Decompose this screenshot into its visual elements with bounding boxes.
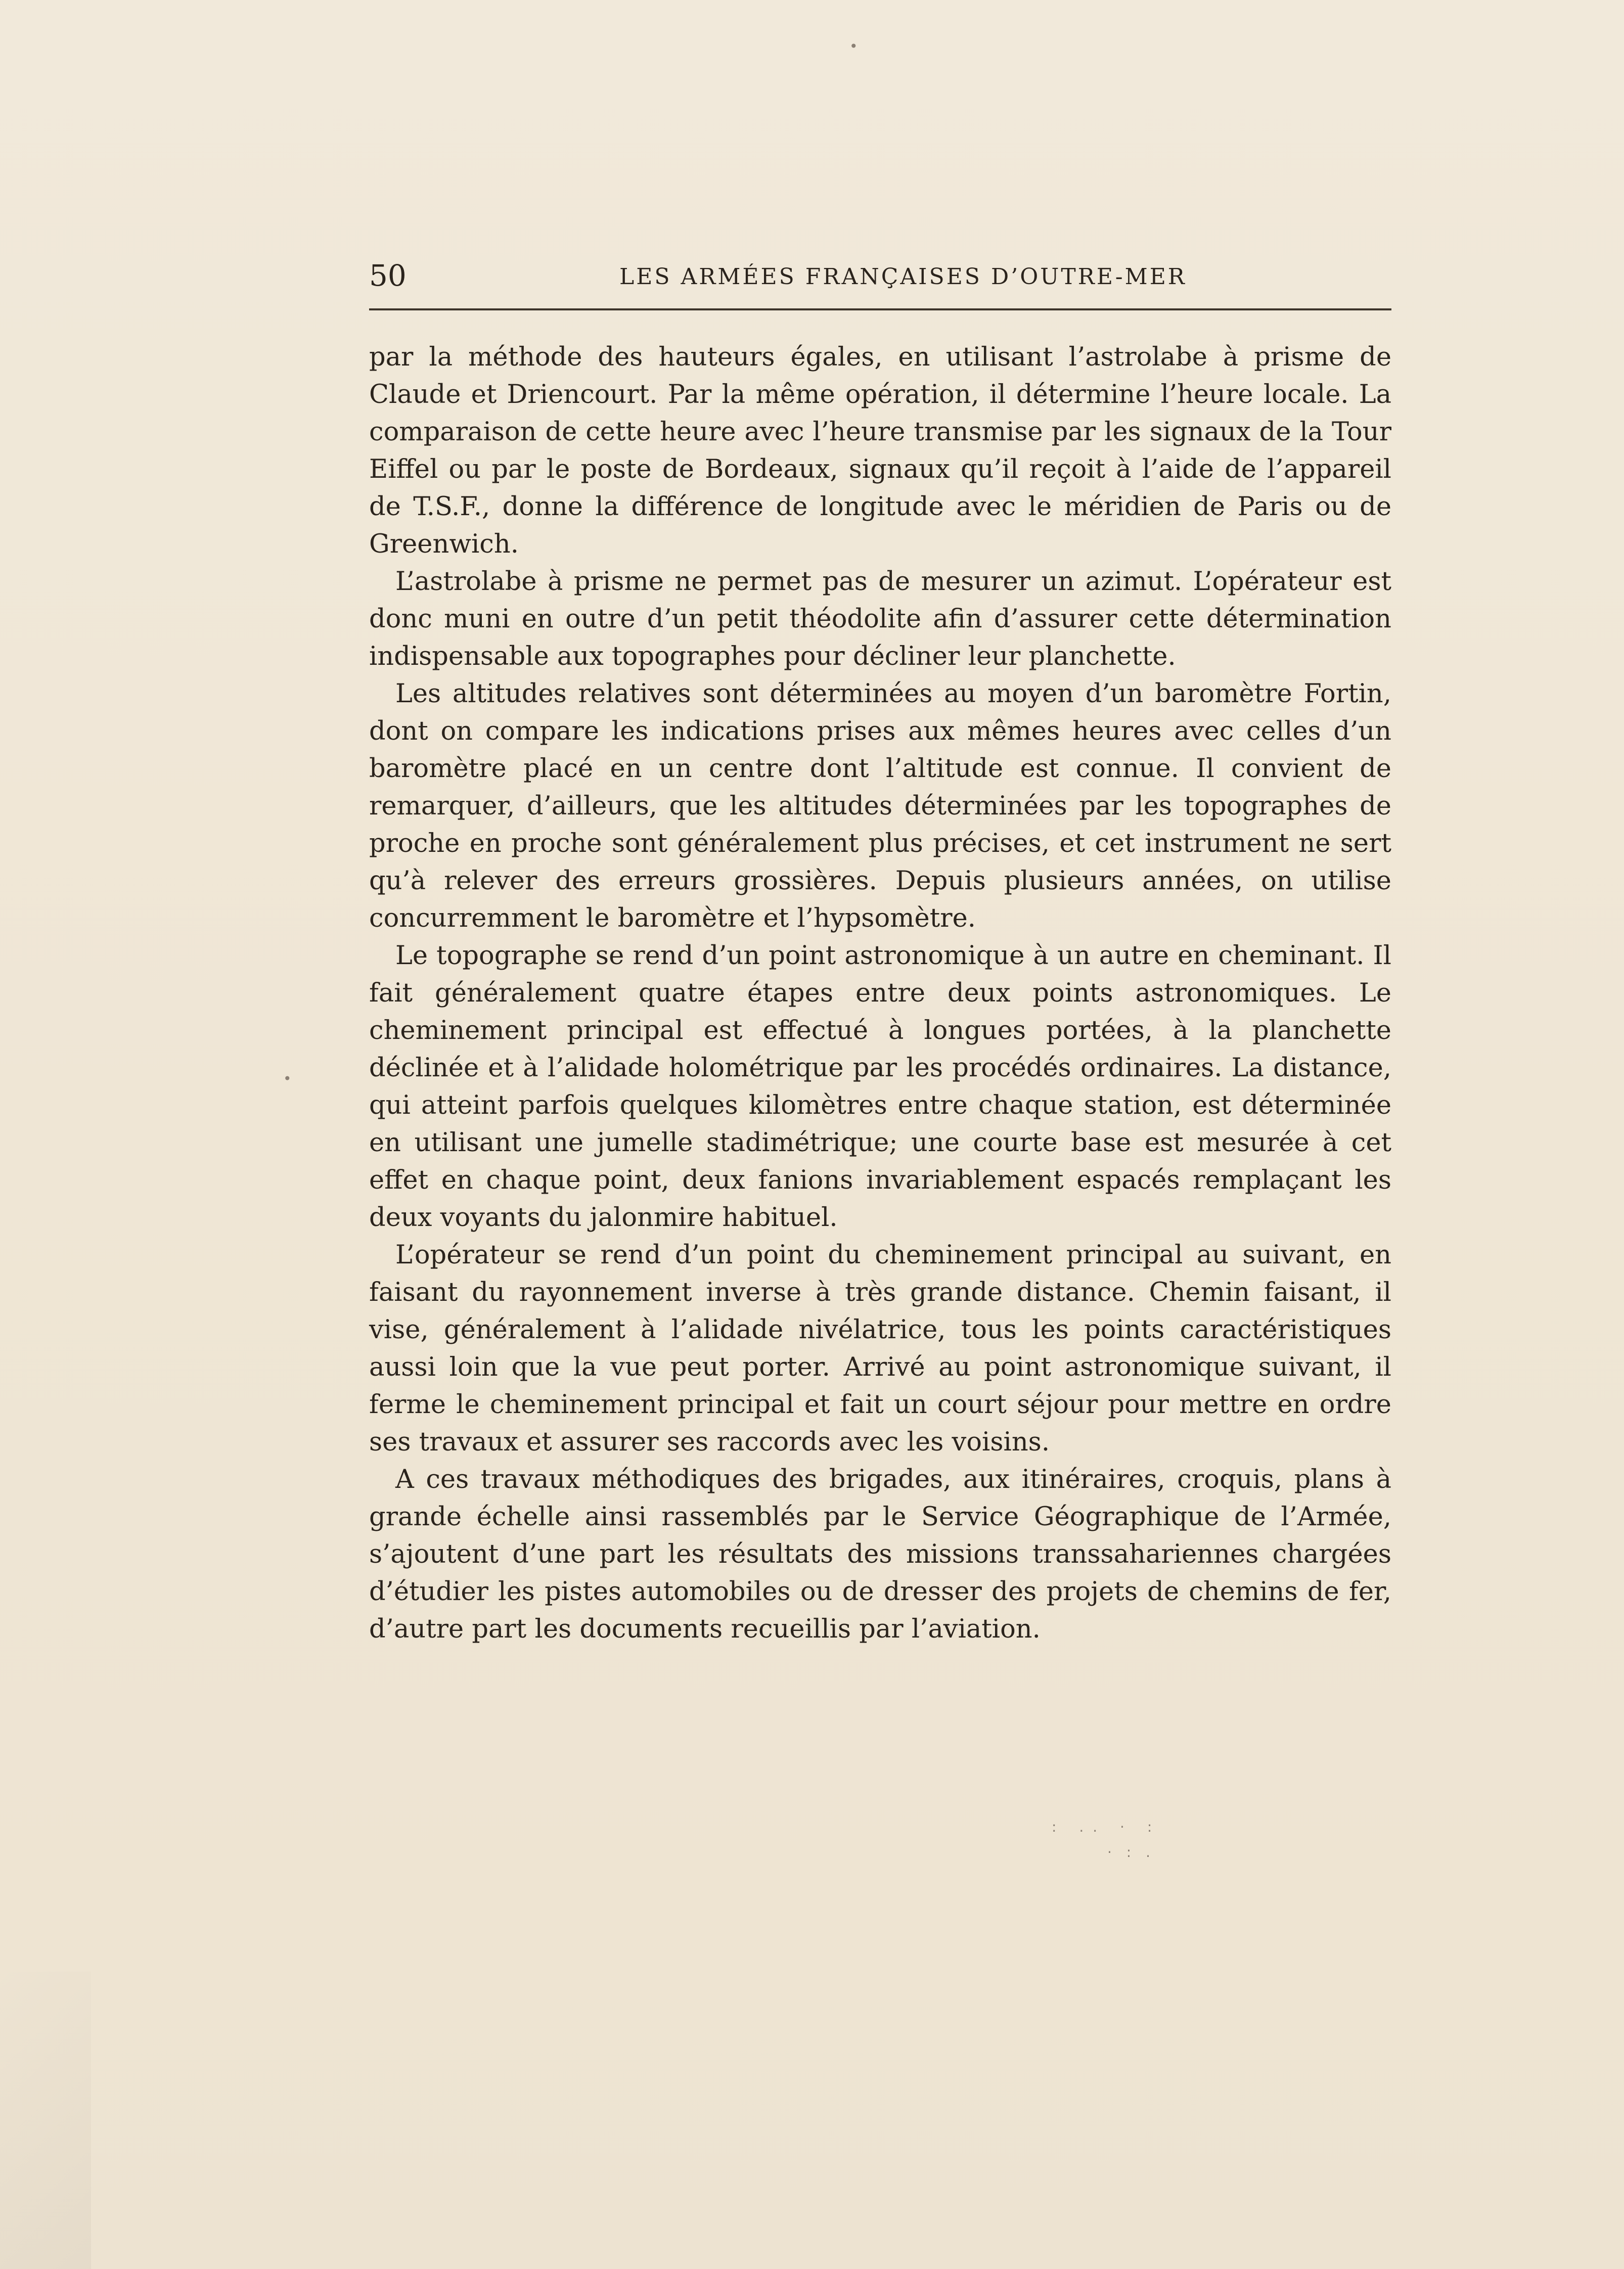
scan-dots-lower: · : . [1107, 1844, 1156, 1860]
paragraph-2: L’astrolabe à prisme ne permet pas de mesurer un azimut. L’opérateur est donc muni en outre d’un petit théodolite afin d’assurer cette détermination indispensable aux topographes pour décliner leur planchette. [369, 567, 1391, 671]
scan-speck: • [849, 38, 858, 55]
page-number: 50 [369, 258, 407, 293]
paragraph-3: Les altitudes relatives sont déterminées au moyen d’un baromètre Fortin, dont on compare les indications prises aux mêmes heures avec celles d’un baromètre placé en un centre dont l’altitude est connue. Il convient de remarquer, d’ailleurs, que les altitudes déterminées par les topographes de proche en proche sont généralement plus précises, et cet instrument ne sert qu’à relever des erreurs grossières. Depuis plusieurs années, on utilise concurremment le baromètre et l’hypsomètre. [369, 679, 1391, 933]
body-text [369, 339, 1391, 1866]
paragraph-4: Le topographe se rend d’un point astronomique à un autre en cheminant. Il fait généralement quatre étapes entre deux points astronomiques. Le cheminement principal est effectué à longues portées, à la planchette déclinée et à l’alidade holométrique par les procédés ordinaires. La distance, qui atteint parfois quelques kilomètres entre chaque station, est déterminée en utilisant une jumelle stadimétrique; une courte base est mesurée à cet effet en chaque point, deux fanions invariablement espacés remplaçant les deux voyants du jalonmire habituel. [369, 941, 1391, 1233]
page-shadow [0, 1972, 91, 2269]
scan-dots: : .. · : [1052, 1819, 1161, 1835]
running-title: LES ARMÉES FRANÇAISES D’OUTRE-MER [619, 264, 1187, 290]
paragraph-1: par la méthode des hauteurs égales, en utilisant l’astrolabe à prisme de Claude et Driencourt. Par la même opération, il détermine l’heure locale. La comparaison de cette heure avec l’heure transmise par les signaux de la Tour Eiffel ou par le poste de Bordeaux, signaux qu’il reçoit à l’aide de l’appareil de T.S.F., donne la différence de longitude avec le méridien de Paris ou de Greenwich. [369, 342, 1391, 559]
paragraph-6: A ces travaux méthodiques des brigades, aux itinéraires, croquis, plans à grande échelle ainsi rassemblés par le Service Géographique de l’Armée, s’ajoutent d’une part les résultats des missions transsahariennes chargées d’étudier les pistes automobiles ou de dresser des projets de chemins de fer, d’autre part les documents recueillis par l’aviation. [369, 1465, 1391, 1644]
running-header [369, 255, 1390, 301]
header-rule [369, 308, 1391, 310]
paragraph-5: L’opérateur se rend d’un point du cheminement principal au suivant, en faisant du rayonnement inverse à très grande distance. Chemin faisant, il vise, généralement à l’alidade nivélatrice, tous les points caractéristiques aussi loin que la vue peut porter. Arrivé au point astronomique suivant, il ferme le cheminement principal et fait un court séjour pour mettre en ordre ses travaux et assurer ses raccords avec les voisins. [369, 1240, 1391, 1457]
margin-speck: • [283, 1070, 292, 1087]
